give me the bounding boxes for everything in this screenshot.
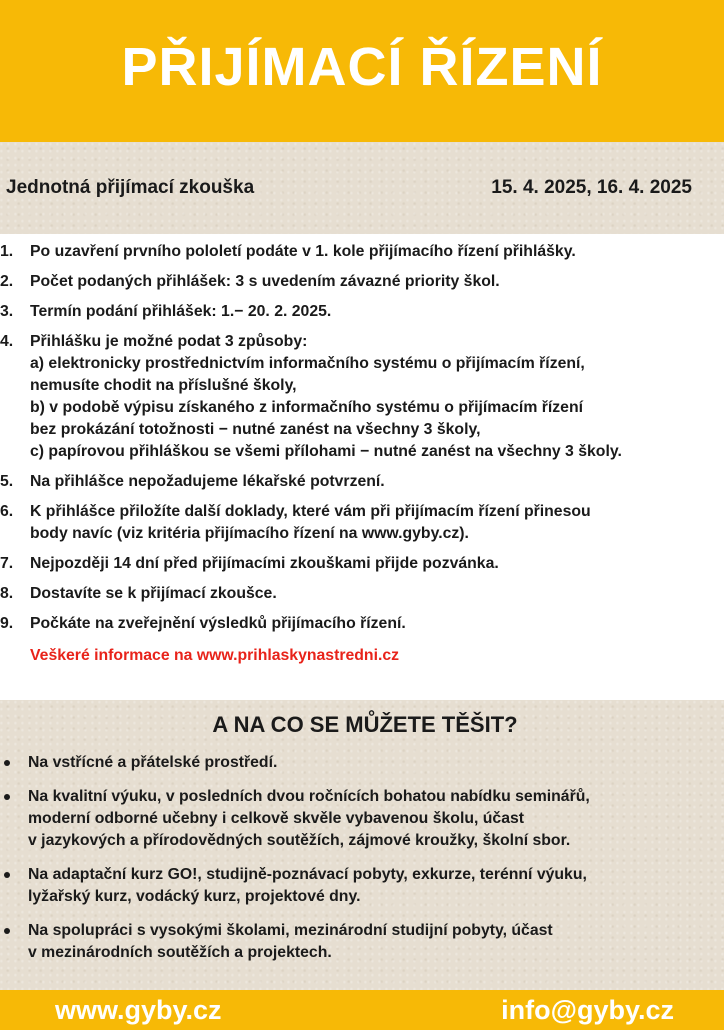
step-item (0, 553, 724, 575)
step-text: Přihlášku je možné podat 3 způsoby: (30, 333, 308, 350)
step-number: 6. (0, 503, 14, 520)
steps-section (0, 234, 724, 700)
benefit-item (0, 752, 724, 774)
step-text: Počet podaných přihlášek: 3 s uvedením závazné priority škol. (30, 273, 500, 290)
bullet-icon (4, 760, 10, 766)
step-text: c) papírovou přihláškou se všemi přílohami − nutné zanést na všechny 3 školy. (30, 443, 622, 460)
benefits-list (0, 752, 724, 964)
footer-website-link[interactable]: www.gyby.cz (55, 994, 222, 1025)
footer-email-link[interactable]: info@gyby.cz (501, 994, 674, 1025)
step-item (0, 241, 724, 263)
exam-date-bar (0, 142, 724, 234)
benefit-item (0, 864, 724, 908)
page-title: PŘIJÍMACÍ ŘÍZENÍ (121, 37, 603, 97)
benefit-item (0, 786, 724, 852)
step-text: Termín podání přihlášek: 1.− 20. 2. 2025. (30, 303, 332, 320)
benefit-text: Na kvalitní výuku, v posledních dvou ročnících bohatou nabídku seminářů, (28, 788, 590, 805)
step-text: Počkáte na zveřejnění výsledků přijímacího řízení. (30, 615, 406, 632)
bullet-icon (4, 928, 10, 934)
benefit-text: v jazykových a přírodovědných soutěžích, zájmové kroužky, školní sbor. (28, 832, 571, 849)
step-number: 4. (0, 333, 14, 350)
step-item (0, 583, 724, 605)
step-number: 7. (0, 555, 14, 572)
step-text: body navíc (viz kritéria přijímacího řízení na www.gyby.cz). (30, 525, 469, 542)
bullet-icon (4, 872, 10, 878)
step-text: K přihlášce přiložíte další doklady, které vám při přijímacím řízení přinesou (30, 503, 591, 520)
benefit-text: v mezinárodních soutěžích a projektech. (28, 944, 332, 961)
step-item (0, 471, 724, 493)
info-link-text[interactable]: Veškeré informace na www.prihlaskynastredni.cz (30, 647, 400, 664)
steps-list (0, 241, 724, 635)
step-item (0, 271, 724, 293)
step-number: 3. (0, 303, 14, 320)
step-text: nemusíte chodit na příslušné školy, (30, 377, 297, 394)
benefit-text: Na spolupráci s vysokými školami, mezinárodní studijní pobyty, účast (28, 922, 553, 939)
exam-label: Jednotná přijímací zkouška (6, 177, 255, 198)
step-number: 9. (0, 615, 14, 632)
benefit-text: Na vstřícné a přátelské prostředí. (28, 754, 278, 771)
benefit-text: Na adaptační kurz GO!, studijně-poznávací pobyty, exkurze, terénní výuku, (28, 866, 587, 883)
exam-dates: 15. 4. 2025, 16. 4. 2025 (491, 177, 692, 198)
step-text: a) elektronicky prostřednictvím informačního systému o přijímacím řízení, (30, 355, 585, 372)
step-text: bez prokázání totožnosti − nutné zanést na všechny 3 školy, (30, 421, 481, 438)
bullet-icon (4, 794, 10, 800)
benefits-section (0, 700, 724, 990)
step-text: Na přihlášce nepožadujeme lékařské potvrzení. (30, 473, 385, 490)
step-item (0, 331, 724, 463)
step-number: 2. (0, 273, 14, 290)
step-text: Nejpozději 14 dní před přijímacími zkouškami přijde pozvánka. (30, 555, 499, 572)
benefit-item (0, 920, 724, 964)
step-item (0, 613, 724, 635)
step-text: b) v podobě výpisu získaného z informačního systému o přijímacím řízení (30, 399, 584, 416)
step-number: 5. (0, 473, 14, 490)
step-text: Dostavíte se k přijímací zkoušce. (30, 585, 277, 602)
benefit-text: moderní odborné učebny i celkově skvěle vybavenou školu, účast (28, 810, 525, 827)
step-item (0, 301, 724, 323)
step-item (0, 501, 724, 545)
step-number: 1. (0, 243, 14, 260)
step-text: Po uzavření prvního pololetí podáte v 1. kole přijímacího řízení přihlášky. (30, 243, 576, 260)
header-banner (0, 0, 724, 142)
benefits-heading: A NA CO SE MŮŽETE TĚŠIT? (212, 712, 518, 737)
footer-banner (0, 990, 724, 1030)
benefit-text: lyžařský kurz, vodácký kurz, projektové dny. (28, 888, 361, 905)
step-number: 8. (0, 585, 14, 602)
